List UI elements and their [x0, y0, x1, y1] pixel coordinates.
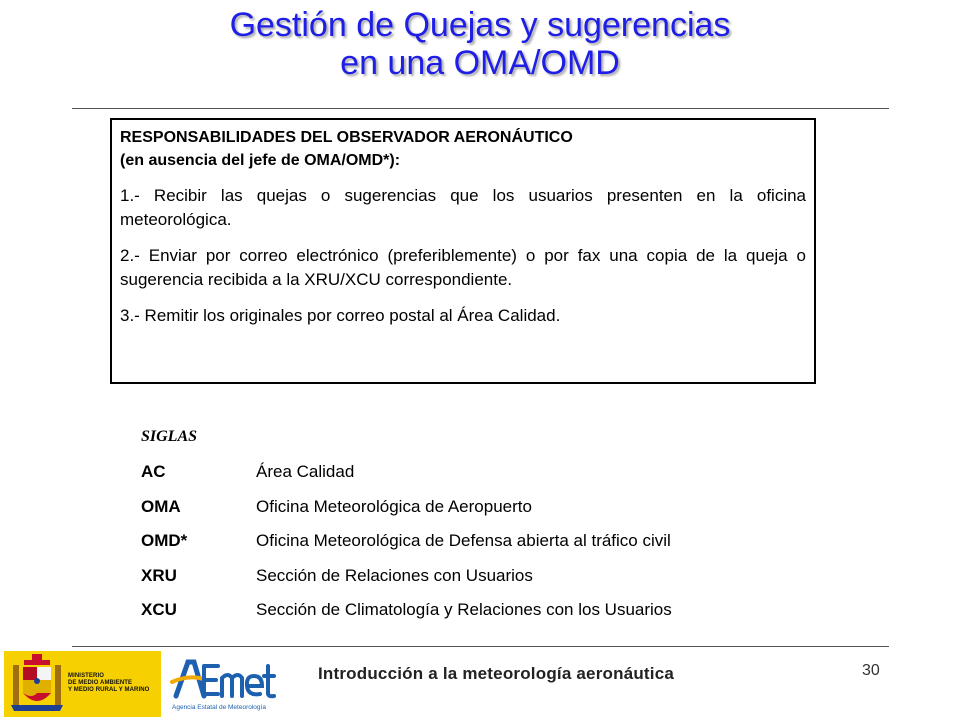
sigla-abbr: XCU [141, 600, 177, 619]
sigla-row [141, 497, 901, 532]
sigla-definition: Sección de Relaciones con Usuarios [256, 565, 533, 585]
slide-title-line1: Gestión de Quejas y sugerencias [229, 6, 731, 44]
aemet-logo [170, 652, 280, 716]
responsibilities-box [110, 118, 816, 384]
siglas-list [141, 428, 901, 635]
top-divider [72, 108, 889, 109]
page-number: 30 [862, 662, 880, 679]
responsibilities-heading: RESPONSABILIDADES DEL OBSERVADOR AERONÁUTICO [120, 129, 573, 146]
sigla-abbr: OMA [141, 496, 181, 516]
aemet-subtitle: Agencia Estatal de Meteorología [172, 704, 266, 711]
responsibility-item-3: 3.- Remitir los originales por correo postal al Área Calidad. [120, 306, 561, 325]
responsibility-item-1: 1.- Recibir las quejas o sugerencias que los usuarios presenten en la oficina meteorológica. [120, 186, 806, 229]
sigla-abbr: XRU [141, 565, 177, 585]
sigla-row [141, 566, 901, 601]
responsibilities-subheading: (en ausencia del jefe de OMA/OMD*): [120, 152, 401, 169]
slide-title-line2: en una OMA/OMD [340, 44, 620, 82]
sigla-row [141, 462, 901, 497]
sigla-definition: Área Calidad [256, 462, 355, 481]
sigla-definition: Sección de Climatología y Relaciones con los Usuarios [256, 600, 672, 619]
coat-of-arms-icon [10, 653, 64, 715]
sigla-definition: Oficina Meteorológica de Defensa abierta al tráfico civil [256, 531, 671, 550]
sigla-abbr: AC [141, 462, 166, 481]
course-title: Introducción a la meteorología aeronáutica [318, 664, 675, 683]
ministry-logo [4, 651, 161, 717]
responsibility-item-2: 2.- Enviar por correo electrónico (preferiblemente) o por fax una copia de la queja o sugerencia recibida a la XRU/XCU correspondiente. [120, 246, 806, 289]
slide-title [0, 6, 960, 82]
sigla-abbr: OMD* [141, 531, 188, 550]
siglas-title: SIGLAS [141, 428, 198, 445]
sigla-row [141, 600, 901, 635]
aemet-wordmark-icon [170, 652, 280, 706]
ministry-text: MINISTERIO DE MEDIO AMBIENTE Y MEDIO RURAL Y MARINO [68, 673, 150, 693]
sigla-definition: Oficina Meteorológica de Aeropuerto [256, 496, 532, 516]
bottom-divider [72, 646, 889, 647]
sigla-row [141, 531, 901, 566]
